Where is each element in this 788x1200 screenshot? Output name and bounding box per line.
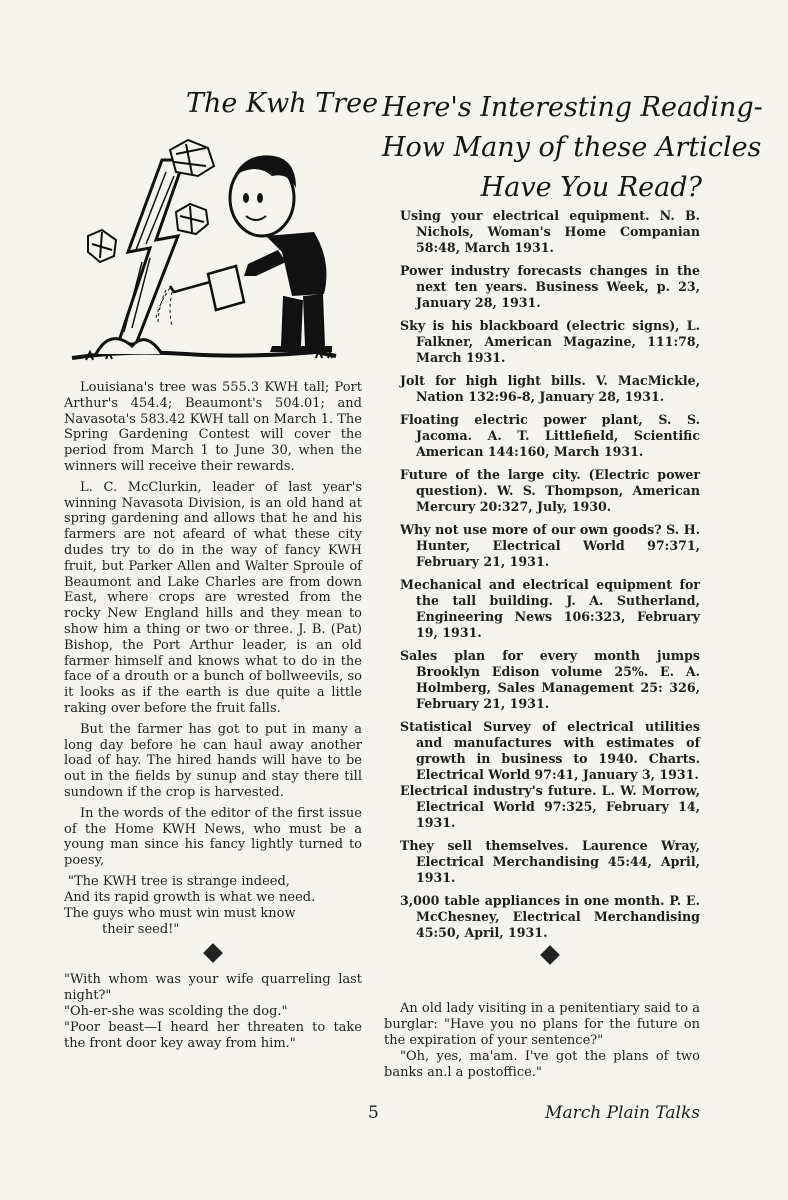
reference-item: Sky is his blackboard (electric signs), L. Falkner, American Magazine, 111:78, March 1931. [400, 318, 700, 365]
reference-item: Floating electric power plant, S. S. Jacoma. A. T. Littlefield, Scientific American 144:160, March 1931. [400, 412, 700, 459]
reference-continuation: Electrical industry's future. L. W. Morrow, Electrical World 97:325, February 14, 1931. [400, 783, 700, 830]
reference-text: Statistical Survey of electrical utilities and manufactures with estimates of growth in business to 1940. Charts. Electrical World 97:41, January 3, 1931. [400, 719, 700, 782]
diamond-divider-icon [540, 945, 560, 965]
kwh-tree-illustration [66, 132, 356, 372]
joke-line: "Oh-er-she was scolding the dog." [64, 1003, 288, 1019]
reference-item: Power industry forecasts changes in the next ten years. Business Week, p. 23, January 28, 1931. [400, 263, 700, 310]
article-paragraph: L. C. McClurkin, leader of last year's winning Navasota Division, is an old hand at spring gardening and allows that he and his farmers are not afeard of what these city dudes try to do in the way of fancy KWH fruit, but Parker Allen and Walter Sproule of Beaumont and Lake Charles are from down East, where crops are wrested from the rocky New England hills and they mean to show him a thing or two or three. J. B. (Pat) Bishop, the Port Arthur leader, is an old farmer himself and knows what to do in the face of a drouth or a bunch of bollweevils, so it looks as if the earth is due quite a little raking over before the fruit falls. [64, 479, 362, 716]
left-article [64, 380, 362, 1052]
reference-item: Mechanical and electrical equipment for the tall building. J. A. Sutherland, Engineering News 106:323, February 19, 1931. [400, 577, 700, 640]
poem-line: "The KWH tree is strange indeed, [68, 873, 290, 889]
reference-item [400, 719, 700, 831]
reference-item: Using your electrical equipment. N. B. Nichols, Woman's Home Companian 58:48, March 1931. [400, 208, 700, 255]
diamond-divider-icon [203, 943, 223, 963]
poem [64, 874, 362, 938]
right-title-line-2: How Many of these Articles [382, 132, 762, 163]
reference-item: Why not use more of our own goods? S. H. Hunter, Electrical World 97:371, February 21, 1931. [400, 522, 700, 569]
joke-block [64, 972, 362, 1052]
reference-item: Sales plan for every month jumps Brooklyn Edison volume 25%. E. A. Holmberg, Sales Management 25: 326, February 21, 1931. [400, 648, 700, 711]
reading-list [400, 208, 700, 974]
page-number: 5 [368, 1103, 379, 1123]
article-paragraph: Louisiana's tree was 555.3 KWH tall; Port Arthur's 454.4; Beaumont's 504.01; and Navasota's 583.42 KWH tall on March 1. The Spring Gardening Contest will cover the period from March 1 to June 30, when the winners will receive their rewards. [64, 380, 362, 474]
penitentiary-joke [384, 1001, 700, 1081]
poem-line: their seed!" [102, 921, 180, 937]
publication-title: March Plain Talks [545, 1103, 700, 1123]
right-title-line-1: Here's Interesting Reading- [382, 92, 763, 123]
reference-item: Jolt for high light bills. V. MacMickle, Nation 132:96-8, January 28, 1931. [400, 373, 700, 404]
joke-line: An old lady visiting in a penitentiary said to a burglar: "Have you no plans for the future on the expiration of your sentence?" [384, 1001, 700, 1048]
poem-line: The guys who must win must know [64, 905, 296, 921]
joke-line: "With whom was your wife quarreling last night?" [64, 971, 362, 1003]
joke-line: "Oh, yes, ma'am. I've got the plans of two banks an.l a postoffice." [384, 1049, 700, 1080]
reference-item: Future of the large city. (Electric power question). W. S. Thompson, American Mercury 20:327, July, 1930. [400, 467, 700, 514]
article-paragraph: In the words of the editor of the first issue of the Home KWH News, who must be a young man since his fancy lightly turned to poesy, [64, 805, 362, 869]
left-title: The Kwh Tree [186, 88, 379, 119]
reference-item: They sell themselves. Laurence Wray, Electrical Merchandising 45:44, April, 1931. [400, 838, 700, 885]
poem-line: And its rapid growth is what we need. [64, 889, 316, 905]
article-paragraph: But the farmer has got to put in many a long day before he can haul away another load of hay. The hired hands will have to be out in the fields by sunup and stay there till sundown if the crop is harvested. [64, 721, 362, 800]
right-title [382, 88, 763, 208]
joke-line: "Poor beast—I heard her threaten to take the front door key away from him." [64, 1019, 362, 1051]
right-title-line-3: Have You Read? [480, 172, 702, 203]
reference-item: 3,000 table appliances in one month. P. E. McChesney, Electrical Merchandising 45:50, April, 1931. [400, 893, 700, 940]
